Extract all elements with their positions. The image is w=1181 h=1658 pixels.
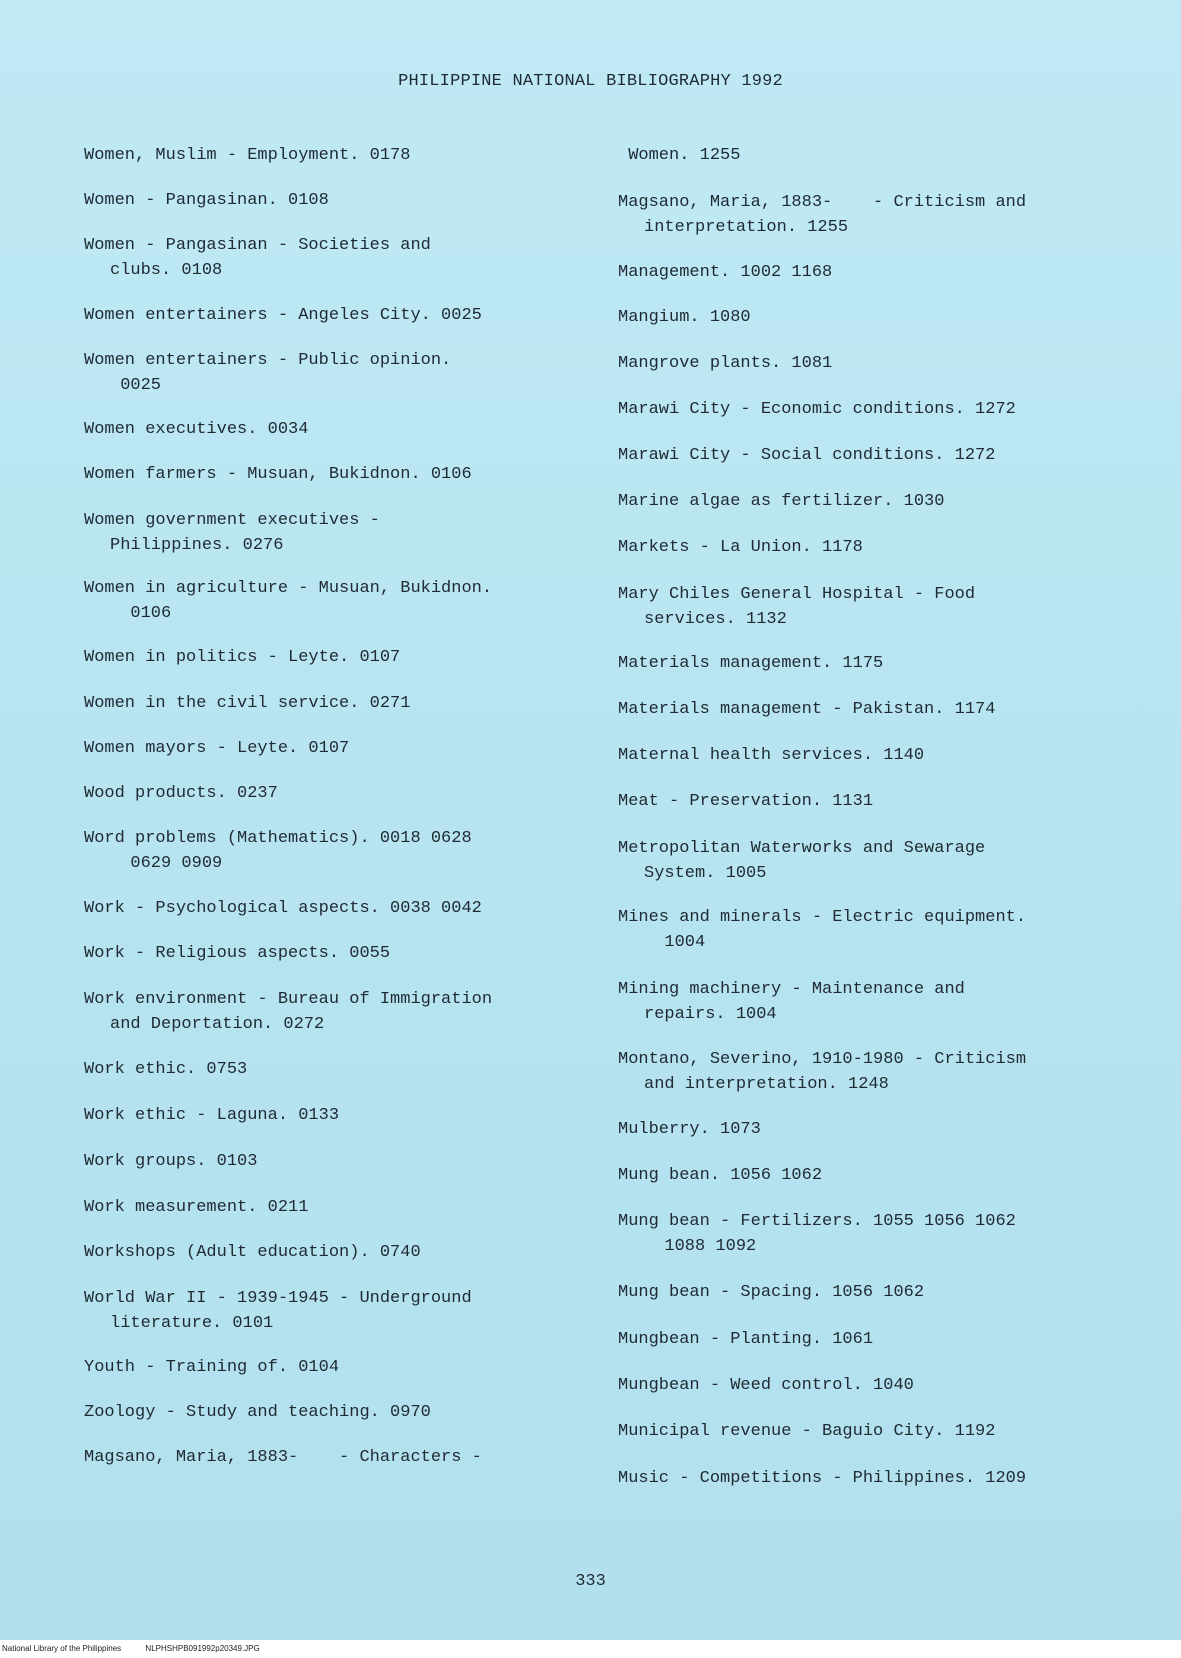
list-item: Women entertainers - Public opinion. 0025 <box>84 351 452 395</box>
list-item: Mines and minerals - Electric equipment. 1004 <box>618 908 1027 952</box>
list-item: Women executives. 0034 <box>84 420 309 439</box>
list-item: Women in politics - Leyte. 0107 <box>84 648 401 667</box>
page-title: PHILIPPINE NATIONAL BIBLIOGRAPHY 1992 <box>398 72 783 91</box>
list-item: Marine algae as fertilizer. 1030 <box>618 492 945 511</box>
list-item: Magsano, Maria, 1883- - Characters - <box>84 1448 482 1467</box>
list-item: Wood products. 0237 <box>84 784 278 803</box>
list-item: Zoology - Study and teaching. 0970 <box>84 1403 431 1422</box>
list-item: Women - Pangasinan - Societies and clubs. 0108 <box>84 236 431 280</box>
list-item: World War II - 1939-1945 - Underground literature. 0101 <box>84 1289 472 1333</box>
list-item: Workshops (Adult education). 0740 <box>84 1243 421 1262</box>
list-item: Materials management. 1175 <box>618 654 884 673</box>
list-item: Music - Competitions - Philippines. 1209 <box>618 1469 1027 1488</box>
list-item: Word problems (Mathematics). 0018 0628 0629 0909 <box>84 829 472 873</box>
list-item: Work ethic. 0753 <box>84 1060 248 1079</box>
list-item: Women entertainers - Angeles City. 0025 <box>84 306 482 325</box>
list-item: Meat - Preservation. 1131 <box>618 792 874 811</box>
list-item: Work environment - Bureau of Immigration and Deportation. 0272 <box>84 990 493 1034</box>
list-item: Marawi City - Economic conditions. 1272 <box>618 400 1016 419</box>
scan-footer <box>0 1640 1181 1658</box>
list-item: Mulberry. 1073 <box>618 1120 761 1139</box>
list-item: Mung bean - Fertilizers. 1055 1056 1062 1088 1092 <box>618 1212 1016 1256</box>
list-item: Work - Religious aspects. 0055 <box>84 944 391 963</box>
list-item: Management. 1002 1168 <box>618 263 833 282</box>
list-item: Work measurement. 0211 <box>84 1198 309 1217</box>
list-item: Metropolitan Waterworks and Sewarage System. 1005 <box>618 839 986 883</box>
list-item: Work ethic - Laguna. 0133 <box>84 1106 340 1125</box>
list-item: Mungbean - Weed control. 1040 <box>618 1376 914 1395</box>
list-item: Mining machinery - Maintenance and repairs. 1004 <box>618 980 965 1024</box>
list-item: Women farmers - Musuan, Bukidnon. 0106 <box>84 465 472 484</box>
list-item: Women. 1255 <box>618 146 741 165</box>
list-item: Municipal revenue - Baguio City. 1192 <box>618 1422 996 1441</box>
list-item: Magsano, Maria, 1883- - Criticism and interpretation. 1255 <box>618 193 1027 237</box>
library-name: National Library of the Philippines <box>2 1644 122 1653</box>
list-item: Women mayors - Leyte. 0107 <box>84 739 350 758</box>
list-item: Mung bean. 1056 1062 <box>618 1166 823 1185</box>
list-item: Mary Chiles General Hospital - Food services. 1132 <box>618 585 976 629</box>
list-item: Markets - La Union. 1178 <box>618 538 863 557</box>
list-item: Women, Muslim - Employment. 0178 <box>84 146 411 165</box>
list-item: Materials management - Pakistan. 1174 <box>618 700 996 719</box>
list-item: Mung bean - Spacing. 1056 1062 <box>618 1283 925 1302</box>
list-item: Marawi City - Social conditions. 1272 <box>618 446 996 465</box>
list-item: Work groups. 0103 <box>84 1152 258 1171</box>
list-item: Montano, Severino, 1910-1980 - Criticism and interpretation. 1248 <box>618 1050 1027 1094</box>
list-item: Women - Pangasinan. 0108 <box>84 191 329 210</box>
list-item: Women in agriculture - Musuan, Bukidnon. 0106 <box>84 579 493 623</box>
list-item: Youth - Training of. 0104 <box>84 1358 340 1377</box>
list-item: Women in the civil service. 0271 <box>84 694 411 713</box>
page-number: 333 <box>575 1572 606 1591</box>
file-id: NLPHSHPB091992p20349.JPG <box>145 1644 260 1653</box>
list-item: Maternal health services. 1140 <box>618 746 925 765</box>
list-item: Mungbean - Planting. 1061 <box>618 1330 874 1349</box>
list-item: Mangrove plants. 1081 <box>618 354 833 373</box>
list-item: Women government executives - Philippines. 0276 <box>84 511 380 555</box>
list-item: Work - Psychological aspects. 0038 0042 <box>84 899 482 918</box>
list-item: Mangium. 1080 <box>618 308 751 327</box>
